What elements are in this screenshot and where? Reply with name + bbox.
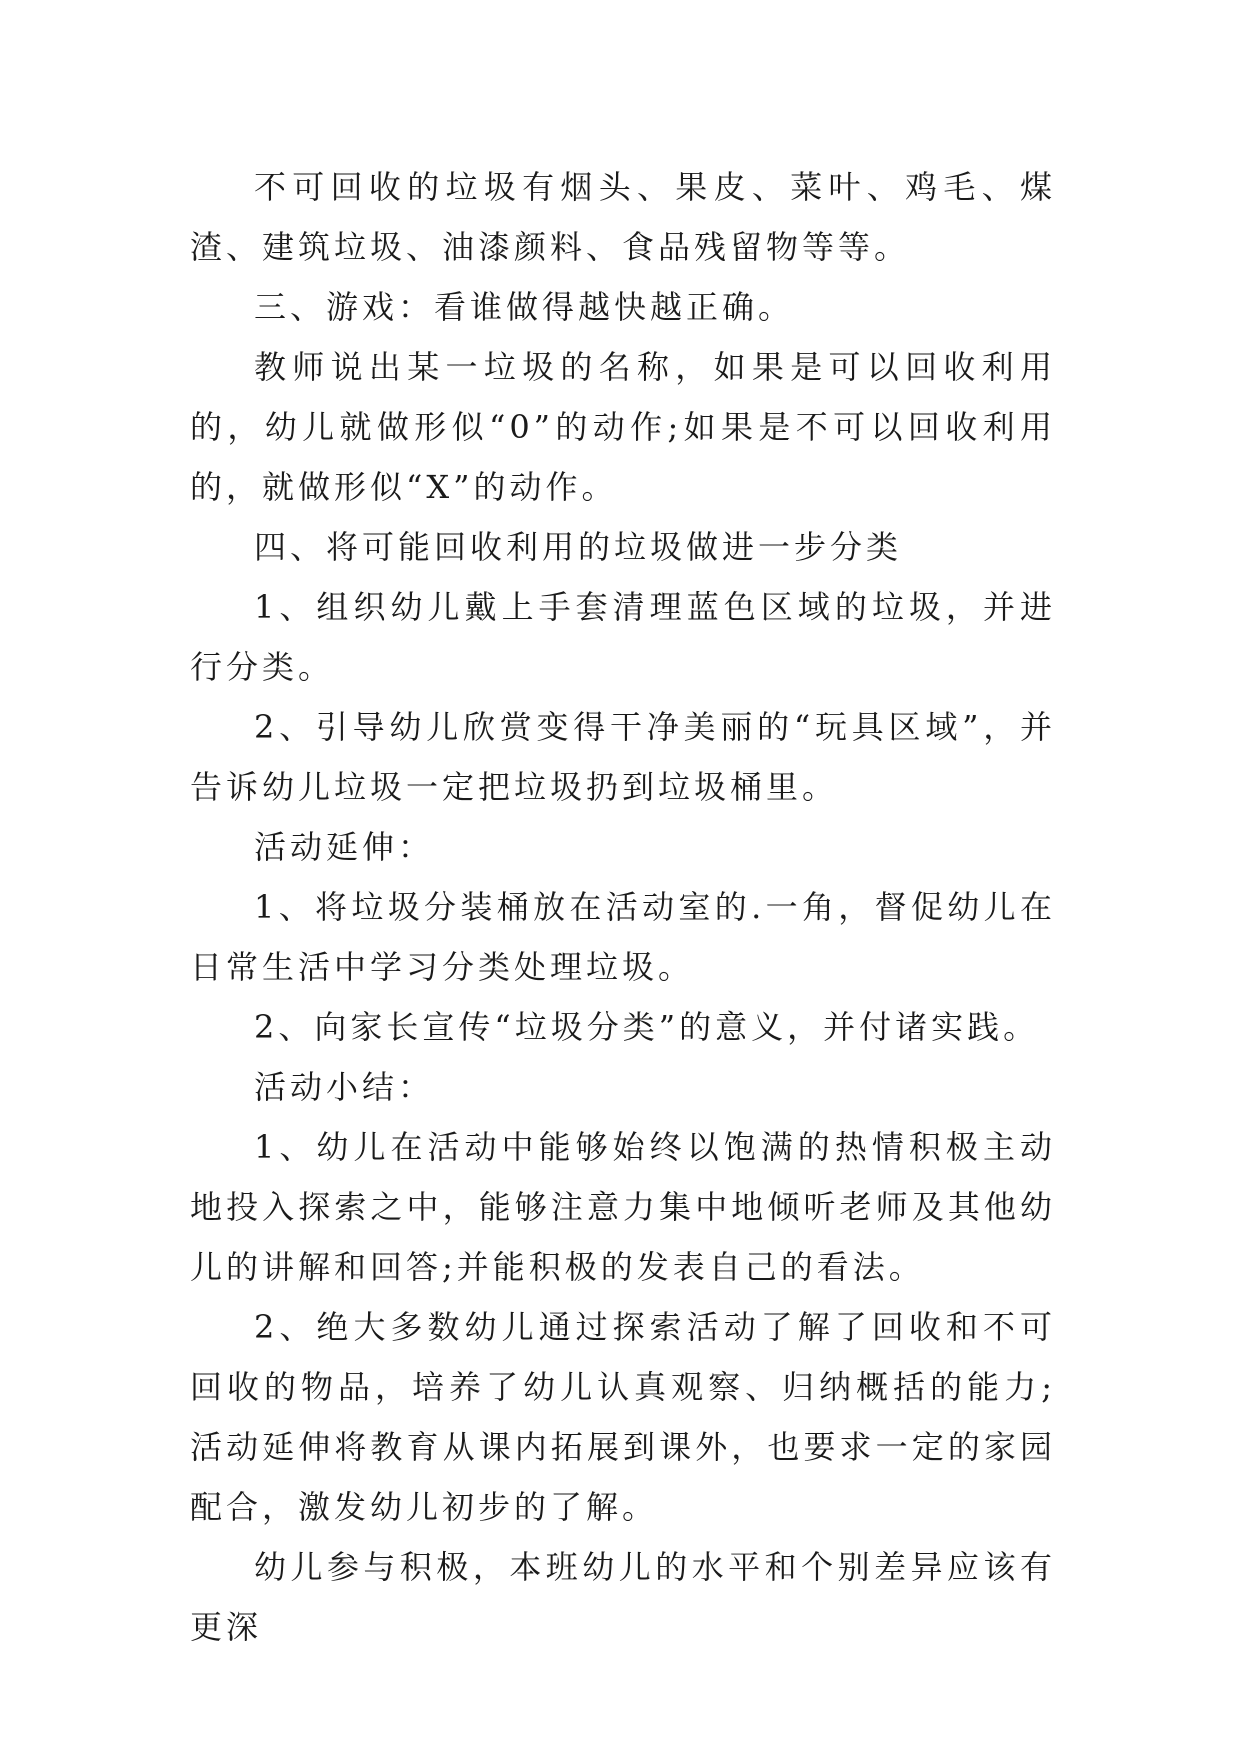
paragraph-sorting-step-2: 2、引导幼儿欣赏变得干净美丽的“玩具区域”，并告诉幼儿垃圾一定把垃圾扔到垃圾桶里。 (190, 708, 1056, 806)
paragraph-summary-1: 1、幼儿在活动中能够始终以饱满的热情积极主动地投入探索之中，能够注意力集中地倾听老师及其他幼儿的讲解和回答;并能积极的发表自己的看法。 (190, 1128, 1056, 1286)
paragraph-extension-2: 2、向家长宣传“垃圾分类”的意义，并付诸实践。 (254, 1008, 1040, 1046)
document-body (190, 157, 1056, 1657)
section-heading-game: 三、游戏：看谁做得越快越正确。 (254, 288, 795, 326)
paragraph-non-recyclable-list: 不可回收的垃圾有烟头、果皮、菜叶、鸡毛、煤渣、建筑垃圾、油漆颜料、食品残留物等等。 (190, 168, 1056, 266)
section-heading-activity-summary: 活动小结： (254, 1068, 435, 1106)
paragraph-extension-1: 1、将垃圾分装桶放在活动室的.一角，督促幼儿在日常生活中学习分类处理垃圾。 (190, 888, 1056, 986)
section-heading-activity-extension: 活动延伸： (254, 828, 435, 866)
paragraph-sorting-step-1: 1、组织幼儿戴上手套清理蓝色区域的垃圾，并进行分类。 (190, 588, 1056, 686)
paragraph-summary-2: 2、绝大多数幼儿通过探索活动了解了回收和不可回收的物品，培养了幼儿认真观察、归纳概括的能力;活动延伸将教育从课内拓展到课外，也要求一定的家园配合，激发幼儿初步的了解。 (190, 1308, 1056, 1526)
paragraph-closing: 幼儿参与积极，本班幼儿的水平和个别差异应该有更深 (190, 1548, 1056, 1646)
section-heading-further-sorting: 四、将可能回收利用的垃圾做进一步分类 (254, 528, 903, 566)
paragraph-game-rules: 教师说出某一垃圾的名称，如果是可以回收利用的，幼儿就做形似“0”的动作;如果是不可以回收利用的，就做形似“X”的动作。 (190, 348, 1056, 506)
